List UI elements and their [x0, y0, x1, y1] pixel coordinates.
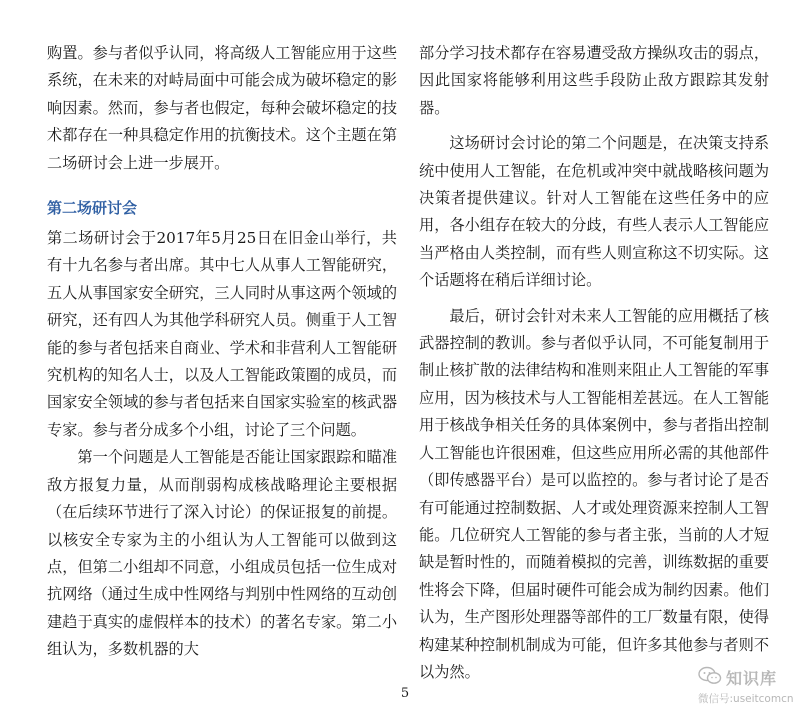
- paragraph-workshop-intro: 第二场研讨会于2017年5月25日在旧金山举行，共有十九名参与者出席。其中七人从事人工智能研究，五人从事国家安全研究，三人同时从事这两个领域的研究，还有四人为其他学科研究人员。侧重于人工智能的参与者包括来自商业、学术和非营利人工智能研究机构的知名人士，以及人工智能政策圈的成员，而国家安全领域的参与者包括来自国家实验室的核武器专家。参与者分成多个小组，讨论了三个问题。: [47, 229, 397, 439]
- watermark: [698, 664, 798, 710]
- paragraph-continued-right: 部分学习技术都存在容易遭受敌方操纵攻击的弱点，因此国家将能够利用这些手段防止敌方跟踪其发射器。: [419, 44, 769, 117]
- paragraph-first-question: 第一个问题是人工智能是否能让国家跟踪和瞄准敌方报复力量，从而削弱构成核战略理论主要根据（在后续环节进行了深入讨论）的保证报复的前提。以核安全专家为主的小组认为人工智能可以做到这点，但第二小组却不同意，小组成员包括一位生成对抗网络（通过生成中性网络与判别中性网络的互动创建趋于真实的虚假样本的技术）的著名专家。第二小组认为，多数机器的大: [47, 448, 397, 659]
- paragraph-lessons: 最后，研讨会针对未来人工智能的应用概括了核武器控制的教训。参与者似乎认同，不可能复制用于制止核扩散的法律结构和准则来阻止人工智能的军事应用，因为核技术与人工智能相差甚远。在人工智能用于核战争相关任务的具体案例中，参与者指出控制人工智能也许很困难，但这些应用所必需的其他部件（即传感器平台）是可以监控的。参与者讨论了是否有可能通过控制数据、人才或处理资源来控制人工智能。几位研究人工智能的参与者主张，当前的人才短缺是暂时性的，而随着模拟的完善，训练数据的重要性将会下降，但届时硬件可能会成为制约因素。他们认为，生产图形处理器等部件的工厂数量有限，使得构建某种控制机制成为可能，但许多其他参与者则不以为然。: [419, 306, 769, 681]
- watermark-name: 知识库: [726, 669, 778, 688]
- right-column: [419, 40, 769, 686]
- watermark-wechat-id: 微信号:useitcomcn: [698, 693, 794, 705]
- left-column: [47, 40, 397, 664]
- wechat-icon: [698, 666, 722, 686]
- paragraph-continued-left: 购置。参与者似乎认同，将高级人工智能应用于这些系统，在未来的对峙局面中可能会成为破坏稳定的影响因素。然而，参与者也假定，每种会破坏稳定的技术都存在一种具稳定作用的抗衡技术。这个主题在第二场研讨会上进一步展开。: [47, 44, 397, 172]
- section-heading: 第二场研讨会: [47, 199, 138, 218]
- paragraph-second-question: 这场研讨会讨论的第二个问题是，在决策支持系统中使用人工智能，在危机或冲突中就战略核问题为决策者提供建议。针对人工智能在这些任务中的应用，各小组存在较大的分歧，有些人表示人工智能应当严格由人类控制，而有些人则宣称这不切实际。这个话题将在稍后详细讨论。: [419, 134, 769, 290]
- page-number: 5: [400, 686, 410, 701]
